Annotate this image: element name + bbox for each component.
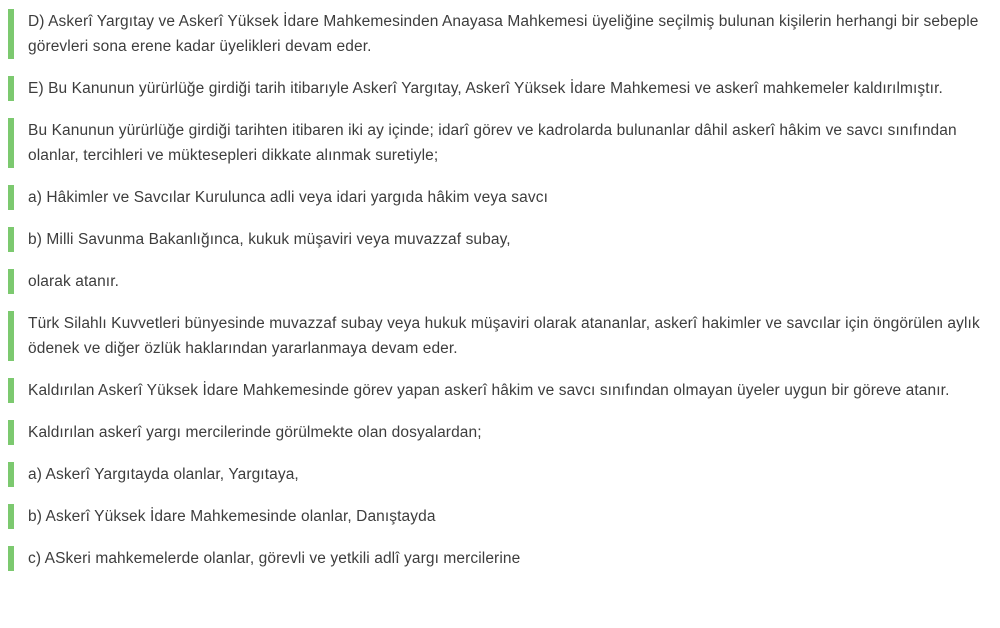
paragraph-text: b) Milli Savunma Bakanlığınca, kukuk müşaviri veya muvazzaf subay, (28, 231, 511, 248)
paragraph-text: a) Hâkimler ve Savcılar Kurulunca adli veya idari yargıda hâkim veya savcı (28, 189, 548, 206)
quoted-paragraph (8, 9, 992, 59)
quoted-paragraph (8, 504, 992, 529)
quoted-paragraph (8, 118, 992, 168)
paragraph-text: Kaldırılan Askerî Yüksek İdare Mahkemesinde görev yapan askerî hâkim ve savcı sınıfından olmayan üyeler uygun bir göreve atanır. (28, 382, 950, 399)
paragraph-text: E) Bu Kanunun yürürlüğe girdiği tarih itibarıyle Askerî Yargıtay, Askerî Yüksek İdare Mahkemesi ve askerî mahkemeler kaldırılmıştır. (28, 80, 943, 97)
quoted-paragraph (8, 227, 992, 252)
quoted-paragraph (8, 462, 992, 487)
paragraph-text: olarak atanır. (28, 273, 120, 290)
quoted-paragraph (8, 311, 992, 361)
paragraph-text: Kaldırılan askerî yargı mercilerinde görülmekte olan dosyalardan; (28, 424, 482, 441)
paragraph-text: a) Askerî Yargıtayda olanlar, Yargıtaya, (28, 466, 299, 483)
paragraph-text: b) Askerî Yüksek İdare Mahkemesinde olanlar, Danıştayda (28, 508, 436, 525)
quoted-paragraph (8, 185, 992, 210)
quoted-paragraph (8, 378, 992, 403)
paragraph-text: Bu Kanunun yürürlüğe girdiği tarihten itibaren iki ay içinde; idarî görev ve kadrolarda bulunanlar dâhil askerî hâkim ve savcı sınıfından olanlar, tercihleri ve müktesepleri dikkate alınmak suretiyle; (28, 122, 957, 164)
paragraph-text: c) ASkeri mahkemelerde olanlar, görevli ve yetkili adlî yargı mercilerine (28, 550, 521, 567)
quoted-paragraph (8, 420, 992, 445)
paragraph-text: D) Askerî Yargıtay ve Askerî Yüksek İdare Mahkemesinden Anayasa Mahkemesi üyeliğine seçilmiş bulunan kişilerin herhangi bir sebeple görevleri sona erene kadar üyelikleri devam eder. (28, 13, 979, 55)
paragraph-text: Türk Silahlı Kuvvetleri bünyesinde muvazzaf subay veya hukuk müşaviri olarak atananlar, askerî hakimler ve savcılar için öngörülen aylık ödenek ve diğer özlük haklarından yararlanmaya devam eder. (28, 315, 980, 357)
quoted-paragraph (8, 269, 992, 294)
quoted-paragraph (8, 546, 992, 571)
quoted-paragraph (8, 76, 992, 101)
